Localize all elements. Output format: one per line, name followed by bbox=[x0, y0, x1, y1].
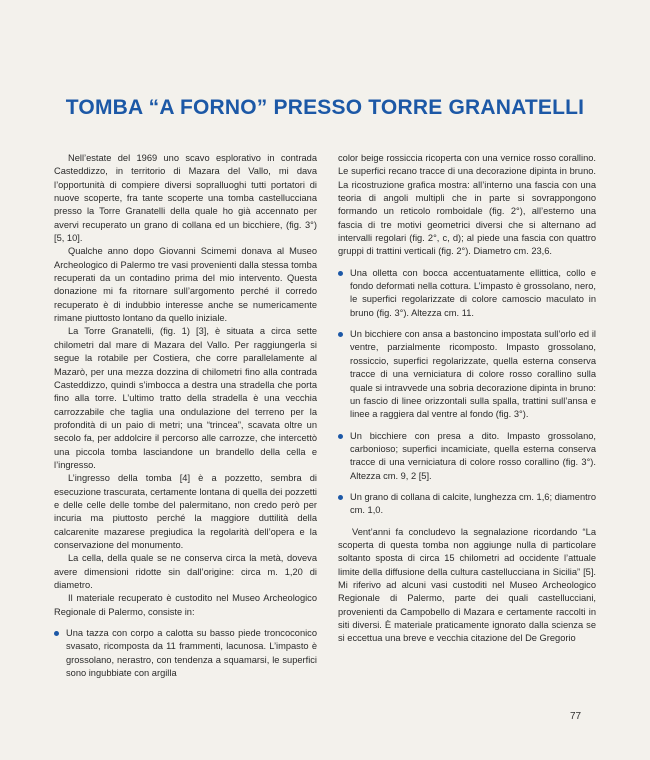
bullet-dot-icon bbox=[338, 495, 343, 500]
list-item-text: Una olletta con bocca accentuatamente ellittica, collo e fondo deformati nella cottura. L’impasto è grossolano, nero, le superfici regolarizzate di colore camoscio maculato in bruno (fig. 3°). Altezza cm. 11. bbox=[350, 267, 596, 318]
bullet-dot-icon bbox=[338, 332, 343, 337]
paragraph: La Torre Granatelli, (fig. 1) [3], è situata a circa sette chilometri dal mare di Mazara del Vallo. Per raggiungerla si segue la rotabile per Costiera, che corre parallelamente al Mazarò, per una mezza dozzina di chilometri fino alla contrada Casteddizzo, quindi s’imbocca a destra una stradella che porta fino alla torre. L’ultimo tratto della stradella è una vecchia carrozzabile che taglia una ondulazione del terreno per la profondità di un paio di metri; una “trincea”, scavata oltre un secolo fa, per addolcire il percorso alle carrozze, che intercettò una piccola tomba lasciandone un brandello della cella e l’ingresso. bbox=[54, 326, 317, 470]
list-item-text: Una tazza con corpo a calotta su basso piede troncoconico svasato, ricomposta da 11 frammenti, lacunosa. L’impasto è grossolano, nerastro, con tendenza a squamarsi, le superfici sono ingubbiate con argilla bbox=[66, 628, 317, 679]
list-item bbox=[338, 328, 596, 421]
list-item-text: Un bicchiere con presa a dito. Impasto grossolano, carbonioso; superfici incamiciate, quella esterna conserva tracce di una verniciatura di colore rosso corallino (fig. 3°). Altezza cm. 9, 2 [5]. bbox=[350, 430, 596, 481]
paragraph: color beige rossiccia ricoperta con una vernice rosso corallino. Le superfici recano tracce di una decorazione dipinta in bruno. La ricostruzione grafica mostra: all’interno una fascia con una teoria di angoli multipli che in parte si sovrappongono formando un reticolo romboidale (fig. 2°), all’esterno una fascia di tre motivi geometrici diversi che si alternano ad intervalli regolari (fig. 2°, c, d); al piede una fascia con quattro gruppi di trattini verticali (fig. 2°). Diametro cm. 23,6. bbox=[338, 153, 596, 257]
bullet-dot-icon bbox=[338, 434, 343, 439]
page-number: 77 bbox=[570, 711, 582, 722]
list-item-text: Un bicchiere con ansa a bastoncino impostata sull’orlo ed il ventre, parzialmente ricomposto. Impasto grossolano, rossiccio, superfici regolarizzate, quella esterna conserva tracce di una verniciatura di colore rosso corallino sulla quale si intravvede una sobria decorazione dipinta in bruno: un fascio di linee orizzontali sulla spalla, trattini sull’ansa e linee a raggiera dal ventre al fondo (fig. 3°). bbox=[350, 329, 596, 420]
paragraph: L’ingresso della tomba [4] è a pozzetto, sembra di esecuzione trascurata, certamente lontana di quella dei pozzetti e delle celle delle tombe del palermitano, non credo però per incuria ma piuttosto perché la maggiore duttilità della calcarenite mazarese pregiudica la regolarità dell’opera e la conservazione del monumento. bbox=[54, 473, 317, 550]
left-column bbox=[54, 152, 317, 680]
list-item bbox=[338, 430, 596, 483]
paragraph: Nell’estate del 1969 uno scavo esplorativo in contrada Casteddizzo, in territorio di Mazara del Vallo, mi dava l’opportunità di compiere diversi sopralluoghi tutti portatori di nuove scoperte, fra tante scoperte una tomba castellucciana presso la Torre Granatelli della quale ho già accennato per avervi recuperato un grano di collana ed un bicchiere, (fig. 3°) [5, 10]. bbox=[54, 153, 317, 244]
page-title: TOMBA “A FORNO” PRESSO TORRE GRANATELLI bbox=[65, 96, 585, 120]
list-item bbox=[338, 267, 596, 320]
paragraph: La cella, della quale se ne conserva circa la metà, doveva avere dimensioni ridotte sin dall’origine: circa m. 1,20 di diametro. bbox=[54, 553, 317, 590]
list-item bbox=[54, 627, 317, 680]
paragraph: Qualche anno dopo Giovanni Scimemi donava al Museo Archeologico di Palermo tre vasi provenienti dalla stessa tomba recuperati da un contadino prima del mio intervento. Questa donazione mi fa ritornare sull’argomento perché il corredo recuperato è di indubbio interesse anche se numericamente rimane piuttosto lontano da quello iniziale. bbox=[54, 246, 317, 324]
list-item-text: Un grano di collana di calcite, lunghezza cm. 1,6; diamentro cm. 1,0. bbox=[350, 491, 596, 516]
paragraph: Vent’anni fa concludevo la segnalazione ricordando “La scoperta di questa tomba non aggiunge nulla di particolare soltanto sposta di circa 15 chilometri ad occidente l’attuale limite della diffusione della cultura castellucciana in Sicilia” [5]. Mi riferivo ad alcuni vasi custoditi nel Museo Archeologico Regionale di Palermo, parte dei quali castellucciani, provenienti da Campobello di Mazara e certamente raccolti in siti diversi. È materiale praticamente ignorato dalla scienza se si eccettua una breve e vecchia citazione del De Gregorio bbox=[338, 526, 596, 644]
list-item bbox=[338, 491, 596, 518]
bullet-dot-icon bbox=[54, 631, 59, 636]
bullet-dot-icon bbox=[338, 271, 343, 276]
right-column bbox=[338, 152, 596, 646]
paragraph: Il materiale recuperato è custodito nel Museo Archeologico Regionale di Palermo, consiste in: bbox=[54, 593, 317, 617]
